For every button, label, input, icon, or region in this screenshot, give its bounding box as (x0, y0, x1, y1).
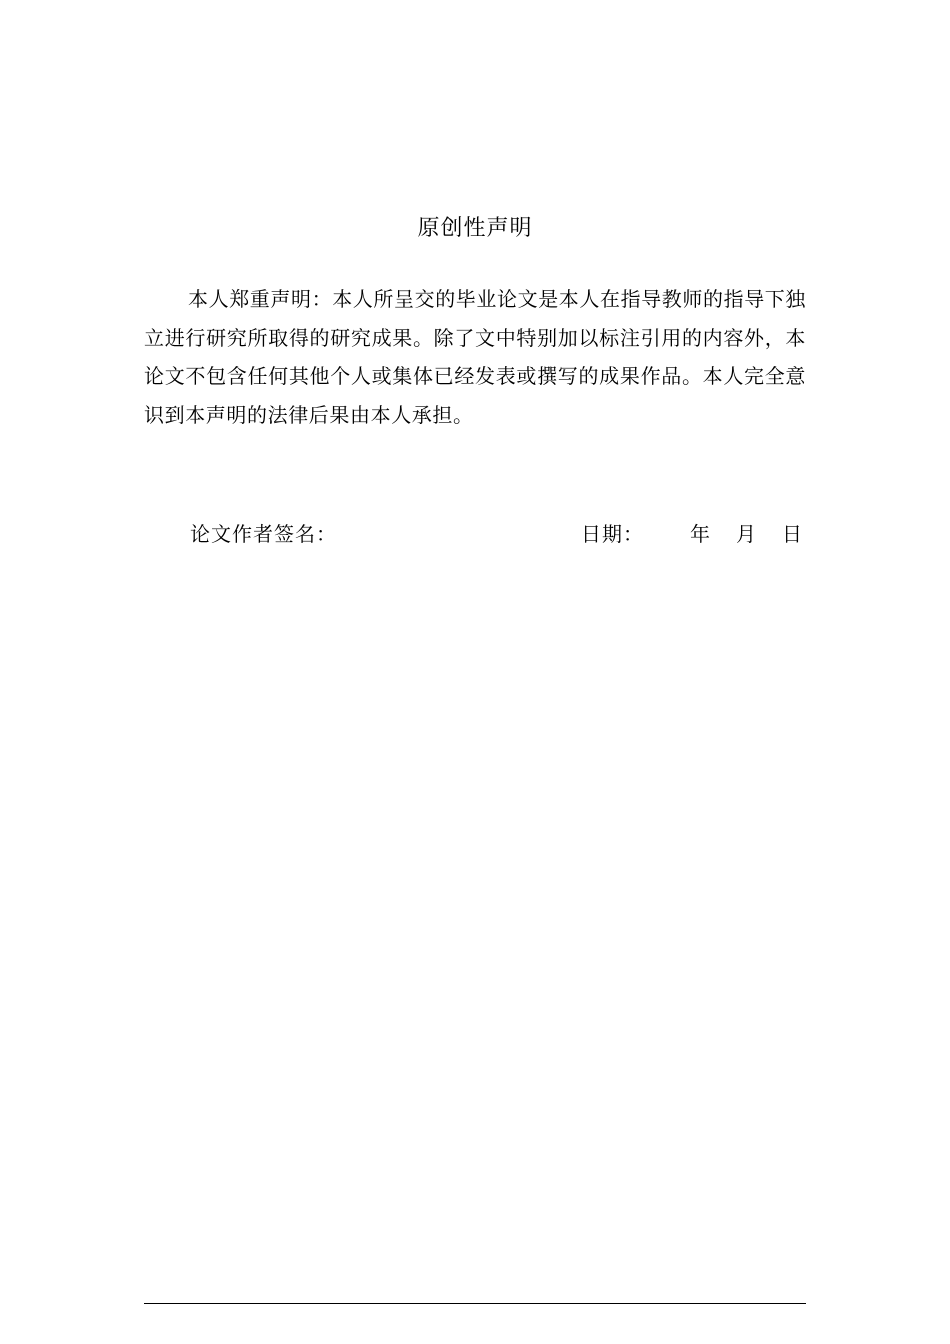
signature-label: 论文作者签名： (190, 522, 337, 546)
date-label: 日期： (581, 522, 644, 546)
signature-date-row (144, 518, 806, 550)
declaration-title: 原创性声明 (417, 216, 533, 241)
day-label: 日 (782, 522, 802, 546)
month-label: 月 (736, 522, 756, 546)
year-label: 年 (690, 522, 710, 546)
declaration-body: 本人郑重声明：本人所呈交的毕业论文是本人在指导教师的指导下独立进行研究所取得的研究成果。除了文中特别加以标注引用的内容外，本论文不包含任何其他个人或集体已经发表或撰写的成果作品。本人完全意识到本声明的法律后果由本人承担。 (144, 287, 806, 427)
footer-rule (144, 1303, 806, 1304)
